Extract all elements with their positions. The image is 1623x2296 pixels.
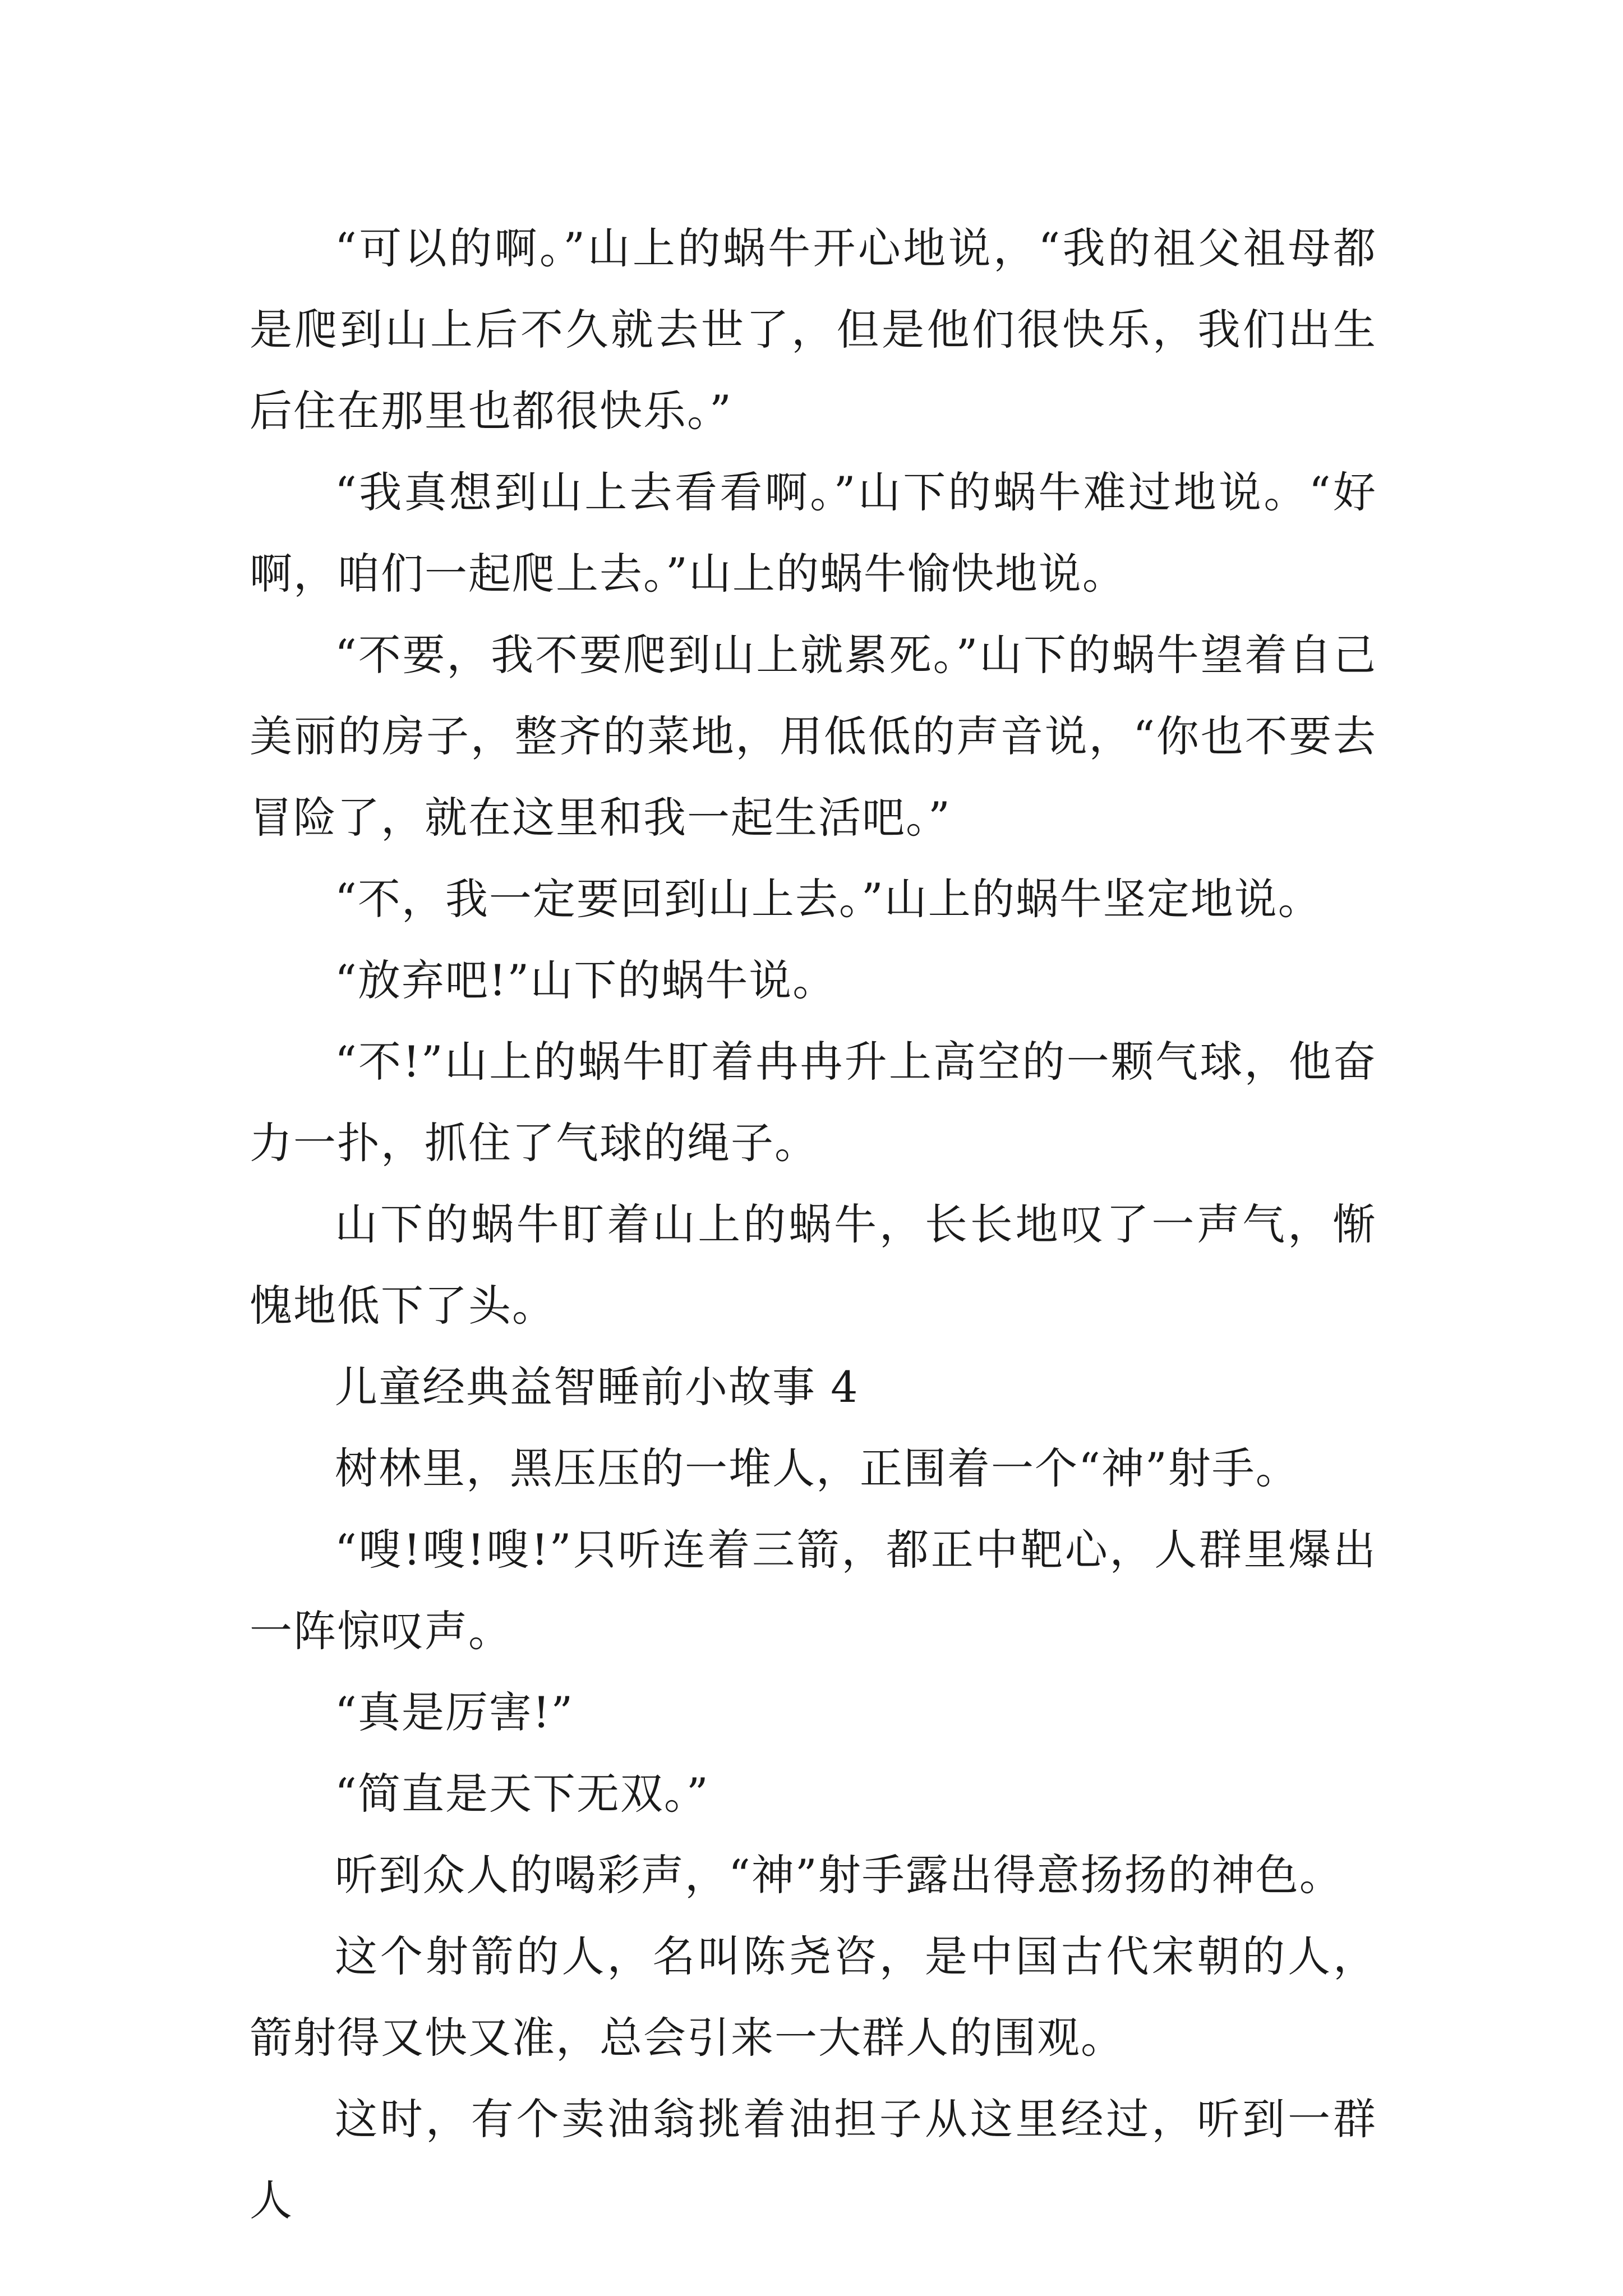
paragraph: 这个射箭的人，名叫陈尧咨，是中国古代宋朝的人，箭射得又快又准，总会引来一大群人的围观。: [250, 1931, 1377, 2063]
text-body: [250, 208, 1377, 2241]
paragraph: “不!”山上的蜗牛盯着冉冉升上高空的一颗气球，他奋力一扑，抓住了气球的绳子。: [250, 1037, 1377, 1168]
paragraph: 听到众人的喝彩声，“神”射手露出得意扬扬的神色。: [335, 1850, 1343, 1900]
paragraph: “可以的啊。”山上的蜗牛开心地说，“我的祖父祖母都是爬到山上后不久就去世了，但是他们很快乐，我们出生后住在那里也都很快乐。”: [250, 223, 1377, 436]
paragraph: “简直是天下无双。”: [335, 1769, 709, 1819]
paragraph: “真是厉害!”: [335, 1687, 574, 1737]
paragraph: “嗖!嗖!嗖!”只听连着三箭，都正中靶心，人群里爆出一阵惊叹声。: [250, 1525, 1377, 1656]
section-heading: 儿童经典益智睡前小故事 4: [335, 1362, 859, 1412]
paragraph: 山下的蜗牛盯着山上的蜗牛，长长地叹了一声气，惭愧地低下了头。: [250, 1199, 1377, 1331]
paragraph: 树林里，黑压压的一堆人，正围着一个“神”射手。: [335, 1443, 1299, 1493]
paragraph: “我真想到山上去看看啊。”山下的蜗牛难过地说。“好啊，咱们一起爬上去。”山上的蜗牛愉快地说。: [250, 467, 1377, 599]
paragraph: “不要，我不要爬到山上就累死。”山下的蜗牛望着自己美丽的房子，整齐的菜地，用低低的声音说，“你也不要去冒险了，就在这里和我一起生活吧。”: [250, 630, 1377, 843]
paragraph: “不，我一定要回到山上去。”山上的蜗牛坚定地说。: [335, 874, 1322, 924]
paragraph: “放弃吧!”山下的蜗牛说。: [335, 955, 837, 1005]
paragraph: 这时，有个卖油翁挑着油担子从这里经过，听到一群人: [250, 2094, 1377, 2225]
